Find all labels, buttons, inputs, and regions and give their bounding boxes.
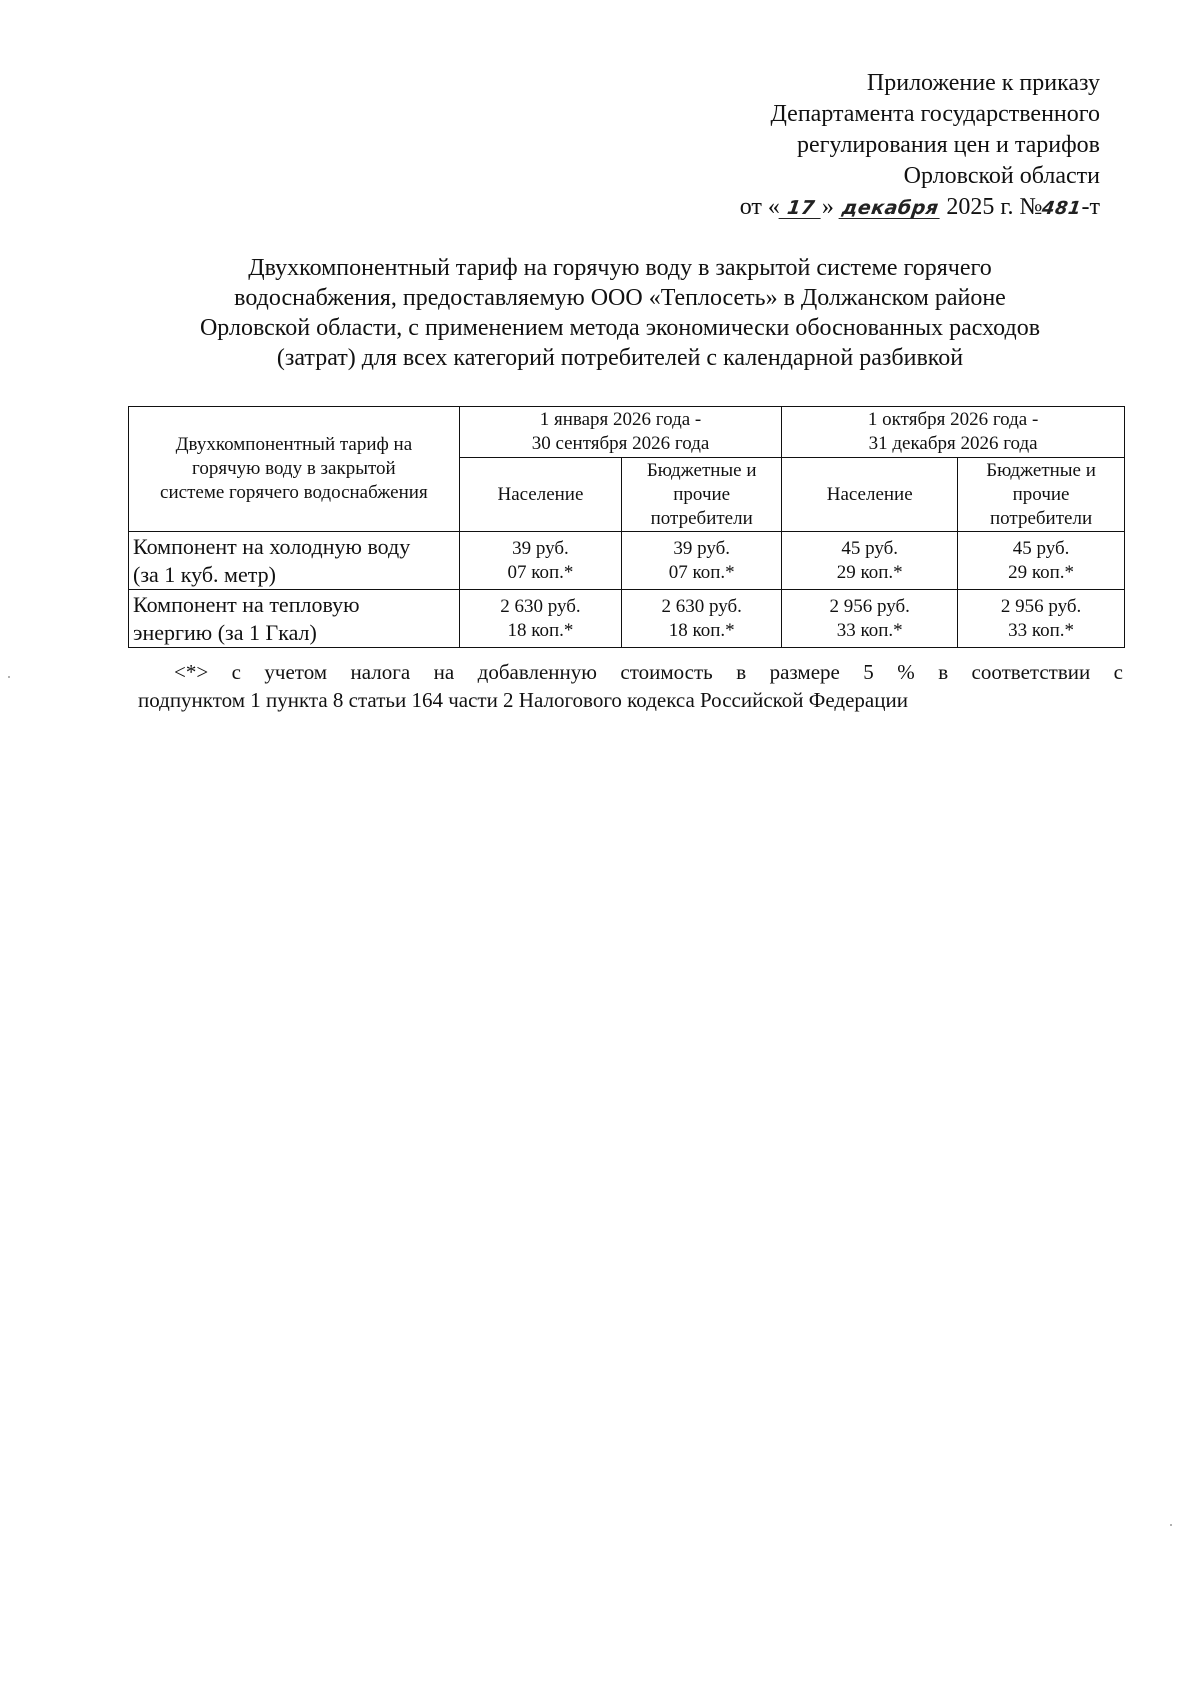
budget-line-3: потребители	[650, 507, 753, 529]
date-year: 2025 г. №	[946, 194, 1043, 220]
footnote-line-1: <*> с учетом налога на добавленную стоимость в размере 5 % в соответствии с	[174, 660, 1123, 684]
budget-line-3: потребители	[990, 507, 1093, 529]
row-label-cold-water	[129, 532, 460, 590]
value-kop: 18 коп.*	[507, 619, 574, 641]
value-cell	[782, 532, 958, 590]
value-cell	[459, 532, 621, 590]
value-kop: 18 коп.*	[668, 619, 735, 641]
subheader-budget-1	[622, 458, 782, 532]
corner-header-line-2: горячую воду в закрытой	[192, 458, 396, 479]
value-rub: 39 руб.	[512, 537, 569, 559]
order-date-line	[740, 192, 1100, 223]
value-kop: 29 коп.*	[1008, 561, 1075, 583]
budget-line-2: прочие	[1012, 483, 1070, 505]
value-cell	[459, 590, 621, 648]
subheader-population-1: Население	[459, 458, 621, 532]
budget-line-1: Бюджетные и	[986, 459, 1096, 481]
title-line-1: Двухкомпонентный тариф на горячую воду в закрытой системе горячего	[248, 255, 992, 281]
value-kop: 29 коп.*	[836, 561, 903, 583]
value-cell	[958, 590, 1125, 648]
subheader-population-2: Население	[782, 458, 958, 532]
handwritten-order-number: 481	[1041, 198, 1084, 219]
value-rub: 39 руб.	[673, 537, 731, 559]
row-label-line-2: (за 1 куб. метр)	[133, 561, 276, 587]
footnote	[138, 658, 1123, 714]
value-kop: 07 коп.*	[507, 561, 574, 583]
value-rub: 2 630 руб.	[500, 595, 581, 617]
order-suffix: -т	[1081, 194, 1100, 220]
scan-speck	[8, 676, 10, 678]
budget-line-1: Бюджетные и	[646, 459, 757, 481]
value-kop: 33 коп.*	[836, 619, 903, 641]
tariff-table	[128, 406, 1125, 648]
footnote-line-2: подпунктом 1 пункта 8 статьи 164 части 2 Налогового кодекса Российской Федерации	[138, 688, 908, 712]
table-row	[129, 532, 1125, 590]
period-1-start: 1 января 2026 года -	[539, 409, 702, 430]
scan-speck	[1170, 1524, 1172, 1526]
header-line-1: Приложение к приказу	[866, 70, 1100, 96]
corner-header-line-3: системе горячего водоснабжения	[160, 482, 428, 503]
row-label-line-1: Компонент на тепловую	[133, 591, 360, 617]
date-mid: »	[821, 194, 834, 220]
title-line-4: (затрат) для всех категорий потребителей с календарной разбивкой	[276, 345, 964, 371]
value-kop: 07 коп.*	[668, 561, 735, 583]
row-label-heat-energy	[129, 590, 460, 648]
value-cell	[958, 532, 1125, 590]
row-label-line-2: энергию (за 1 Гкал)	[133, 619, 317, 645]
period-1-header	[459, 407, 782, 458]
value-rub: 45 руб.	[1012, 537, 1070, 559]
value-cell	[622, 590, 782, 648]
row-label-line-1: Компонент на холодную воду	[133, 533, 411, 559]
budget-line-2: прочие	[673, 483, 731, 505]
value-cell	[622, 532, 782, 590]
value-rub: 2 630 руб.	[661, 595, 742, 617]
handwritten-day: 17	[778, 198, 823, 219]
period-1-end: 30 сентября 2026 года	[531, 433, 710, 454]
corner-header-cell	[129, 407, 460, 532]
document-title	[120, 253, 1120, 373]
value-rub: 2 956 руб.	[829, 595, 910, 617]
value-kop: 33 коп.*	[1008, 619, 1075, 641]
handwritten-month: декабря	[840, 197, 941, 219]
header-line-4: Орловской области	[903, 163, 1100, 189]
appendix-header	[740, 68, 1100, 223]
subheader-budget-2	[958, 458, 1125, 532]
value-rub: 2 956 руб.	[1000, 595, 1082, 617]
period-2-header	[782, 407, 1125, 458]
date-prefix: от «	[739, 194, 780, 220]
corner-header-line-1: Двухкомпонентный тариф на	[175, 434, 413, 455]
period-2-end: 31 декабря 2026 года	[868, 433, 1038, 454]
period-2-start: 1 октября 2026 года -	[867, 409, 1039, 430]
header-line-3: регулирования цен и тарифов	[797, 132, 1100, 158]
header-line-2: Департамента государственного	[770, 101, 1100, 127]
value-rub: 45 руб.	[841, 537, 899, 559]
table-row	[129, 590, 1125, 648]
value-cell	[782, 590, 958, 648]
title-line-3: Орловской области, с применением метода экономически обоснованных расходов	[199, 315, 1041, 341]
table-header-row	[129, 407, 1125, 458]
title-line-2: водоснабжения, предоставляемую ООО «Теплосеть» в Должанском районе	[234, 285, 1006, 311]
